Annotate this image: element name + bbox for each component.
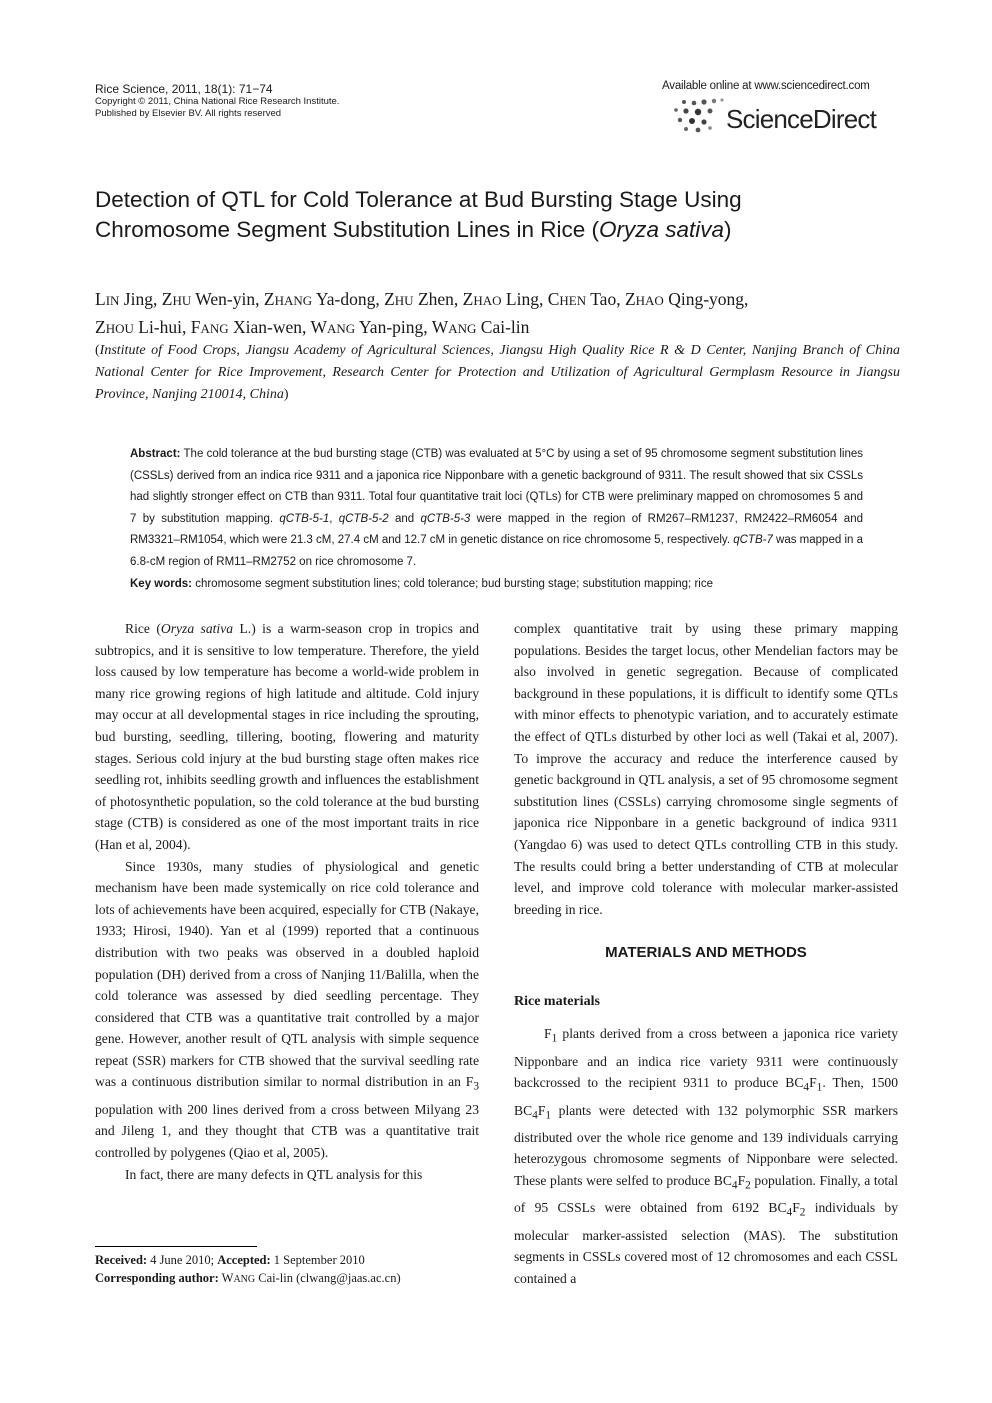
author: CHEN Tao — [547, 289, 617, 309]
available-online-text: Available online at www.sciencedirect.com — [662, 80, 870, 92]
body-column-right — [514, 618, 898, 1289]
sciencedirect-wordmark: ScienceDirect — [726, 104, 876, 134]
section-heading: MATERIALS AND METHODS — [605, 944, 807, 962]
abstract-text: was mapped in a 6.8-cM region of RM11–RM2752 on rice chromosome 7. — [130, 534, 863, 568]
title-line-2-close: ) — [724, 217, 732, 242]
paper-title — [95, 185, 895, 245]
received-dates: Received: 4 June 2010; Accepted: 1 September 2010 — [95, 1253, 365, 1267]
keywords — [130, 574, 863, 596]
qtl-name: qCTB-5-3 — [420, 512, 471, 525]
abstract-label: Abstract: — [130, 448, 181, 460]
paragraph: complex quantitative trait by using these primary mapping populations. Besides the target locus, other Mendelian factors may be also involved in genetic segregation. Because of complicated background in these populations, it is difficult to identify some QTLs with minor effects to phenotypic variation, and to accurately estimate the effect of QTLs disturbed by other loci as well (Takai et al, 2007). To improve the accuracy and reduce the interference caused by genetic background in QTL analysis, a set of 95 chromosome segment substitution lines (CSSLs) carrying chromosome single segments of japonica rice Nipponbare in a genetic background of indica 9311 (Yangdao 6) was used to detect QTLs controlling CTB in this study. The results could bring a better understanding of CTB at molecular level, and improve cold tolerance with molecular marker-assisted breeding in rice. — [514, 621, 898, 917]
journal-info — [95, 83, 339, 120]
keywords-label: Key words: — [130, 578, 192, 590]
corresponding-author: Corresponding author: WANG Cai-lin (clwang@jaas.ac.cn) — [95, 1271, 401, 1285]
author: ZHAO Ling — [462, 289, 539, 309]
paragraph: Since 1930s, many studies of physiological and genetic mechanism have been made systemically on rice cold tolerance and lots of achievements have been acquired, especially for CTB (Nakaye, 1933; Hirosi, 1940). Yan et al (1999) reported that a continuous distribution with two peaks was observed in a doubled haploid population (DH) derived from a cross of Nanjing 11/Balilla, when the cold tolerance was assessed by died seedling percentage. They considered that CTB was a quantitative trait controlled by a major gene. However, another result of QTL analysis with simple sequence repeat (SSR) markers for CTB showed that the survival seedling rate was a continuous distribution similar to normal distribution in an $F_3$ population with 200 lines derived from a cross between Milyang 23 and Jileng 1, and they thought that CTB was a quantitative trait controlled by polygenes (Qiao et al, 2005). — [95, 858, 479, 1160]
author: LIN Jing — [95, 289, 153, 309]
affiliation: (Institute of Food Crops, Jiangsu Academy of Agricultural Sciences, Jiangsu High Quality Rice R & D Center, Nanjing Branch of China National Center for Rice Improvement, Research Center for Protection and Utilization of Agricultural Germplasm Resource in Jiangsu Province, Nanjing 210014, China) — [95, 343, 900, 402]
author-list: LIN Jing, ZHU Wen-yin, ZHANG Ya-dong, ZHU Zhen, ZHAO Ling, CHEN Tao, ZHAO Qing-yong, ZHOU Li-hui, FANG Xian-wen, WANG Yan-ping, WANG Cai-lin — [95, 289, 749, 337]
author: FANG Xian-wen — [190, 317, 303, 337]
abstract: Abstract: The cold tolerance at the bud bursting stage (CTB) was evaluated at 5°C by using a set of 95 chromosome segment substitution lines (CSSLs) derived from an indica rice 9311 and a japonica rice Nipponbare with a genetic background of 9311. The result showed that six CSSLs had slightly stronger effect on CTB than 9311. Total four quantitative trait loci (QTLs) for CTB were preliminary mapped on chromosomes 5 and 7 by substitution mapping. qCTB-5-1, qCTB-5-2 and qCTB-5-3 were mapped in the region of RM267–RM1237, RM2422–RM6054 and RM3321–RM1054, which were 21.3 cM, 27.4 cM and 12.7 cM in genetic distance on rice chromosome 5, respectively. qCTB-7 was mapped in a 6.8-cM region of RM11–RM2752 on rice chromosome 7. — [130, 448, 863, 568]
paragraph: $F_1$ plants derived from a cross between a japonica rice variety Nipponbare and an indica rice variety 9311 were continuously backcrossed to the recipient 9311 to produce $BC_4F_1$. Then, 1500 $BC_4F_1$ plants were detected with 132 polymorphic SSR markers distributed over the whole rice genome and 139 individuals carrying heterozygous chromosome segments of Nipponbare were selected. These plants were selfed to produce $BC_4F_2$ population. Finally, a total of 95 CSSLs were obtained from 6192 $BC_4F_2$ individuals by molecular marker-assisted selection (MAS). The substitution segments in CSSLs covered most of 12 chromosomes and each CSSL contained a — [514, 1026, 899, 1286]
title-line-2 — [95, 215, 895, 245]
title-line-2-text: Chromosome Segment Substitution Lines in Rice ( — [95, 217, 599, 242]
paragraph: Rice (Oryza sativa L.) is a warm-season crop in tropics and subtropics, and it is sensitive to low temperature. Therefore, the yield loss caused by low temperature has become a world-wide problem in many rice growing regions of high latitude and altitude. Cold injury may occur at all developmental stages in rice including the sprouting, bud bursting, seedling, tillering, booting, flowering and maturity stages. Serious cold injury at the bud bursting stage often makes rice seedling rot, inhibits seedling growth and influences the establishment of photosynthetic population, so the cold tolerance at the bud bursting stage (CTB) is considered as one of the most important traits in rice (Han et al, 2004). — [95, 621, 479, 852]
author: ZHAO Qing-yong — [624, 289, 745, 309]
author: WANG Yan-ping — [310, 317, 424, 337]
abstract-text: The cold tolerance at the bud bursting stage (CTB) was evaluated at 5°C by using a set of 95 chromosome segment substitution lines (CSSLs) derived from an indica rice 9311 and a japonica rice Nipponbare with a genetic background of 9311. The result showed that six CSSLs had slightly stronger effect on CTB than 9311. Total four quantitative trait loci (QTLs) for CTB were preliminary mapped on chromosomes 5 and 7 by substitution mapping. — [130, 448, 863, 525]
species-name: Oryza sativa — [599, 217, 725, 242]
author: ZHU Wen-yin — [161, 289, 256, 309]
author: ZHANG Ya-dong — [263, 289, 376, 309]
qtl-name: qCTB-5-2 — [338, 512, 389, 525]
author: ZHU Zhen — [384, 289, 454, 309]
publisher-line: Published by Elsevier BV. All rights reserved — [95, 108, 282, 119]
affiliation-text: Institute of Food Crops, Jiangsu Academy of Agricultural Sciences, Jiangsu High Quality Rice R & D Center, Nanjing Branch of China National Center for Rice Improvement, Research Center for Protection and Utilization of Agricultural Germplasm Resource in Jiangsu Province, Nanjing 210014, China — [95, 343, 900, 402]
subsection-heading: Rice materials — [514, 994, 600, 1010]
abstract-text: were mapped in the region of RM267–RM1237, RM2422–RM6054 and RM3321–RM1054, which were 21.3 cM, 27.4 cM and 12.7 cM in genetic distance on rice chromosome 5, respectively. — [130, 512, 863, 547]
author: ZHOU Li-hui — [95, 317, 182, 337]
footnote-rule — [95, 1246, 257, 1247]
journal-citation: Rice Science, 2011, 18(1): 71−74 — [95, 82, 273, 96]
author: WANG Cai-lin — [431, 317, 530, 337]
paragraph: In fact, there are many defects in QTL analysis for this — [125, 1166, 423, 1182]
qtl-name: qCTB-7 — [733, 534, 773, 547]
footnote — [95, 1251, 401, 1289]
keywords-text: chromosome segment substitution lines; cold tolerance; bud bursting stage; substitution mapping; rice — [192, 578, 713, 590]
qtl-name: qCTB-5-1 — [279, 512, 330, 525]
copyright-line: Copyright © 2011, China National Rice Research Institute. — [95, 96, 340, 107]
title-line-1: Detection of QTL for Cold Tolerance at Bud Bursting Stage Using — [95, 187, 742, 212]
body-column-left — [95, 618, 479, 1185]
